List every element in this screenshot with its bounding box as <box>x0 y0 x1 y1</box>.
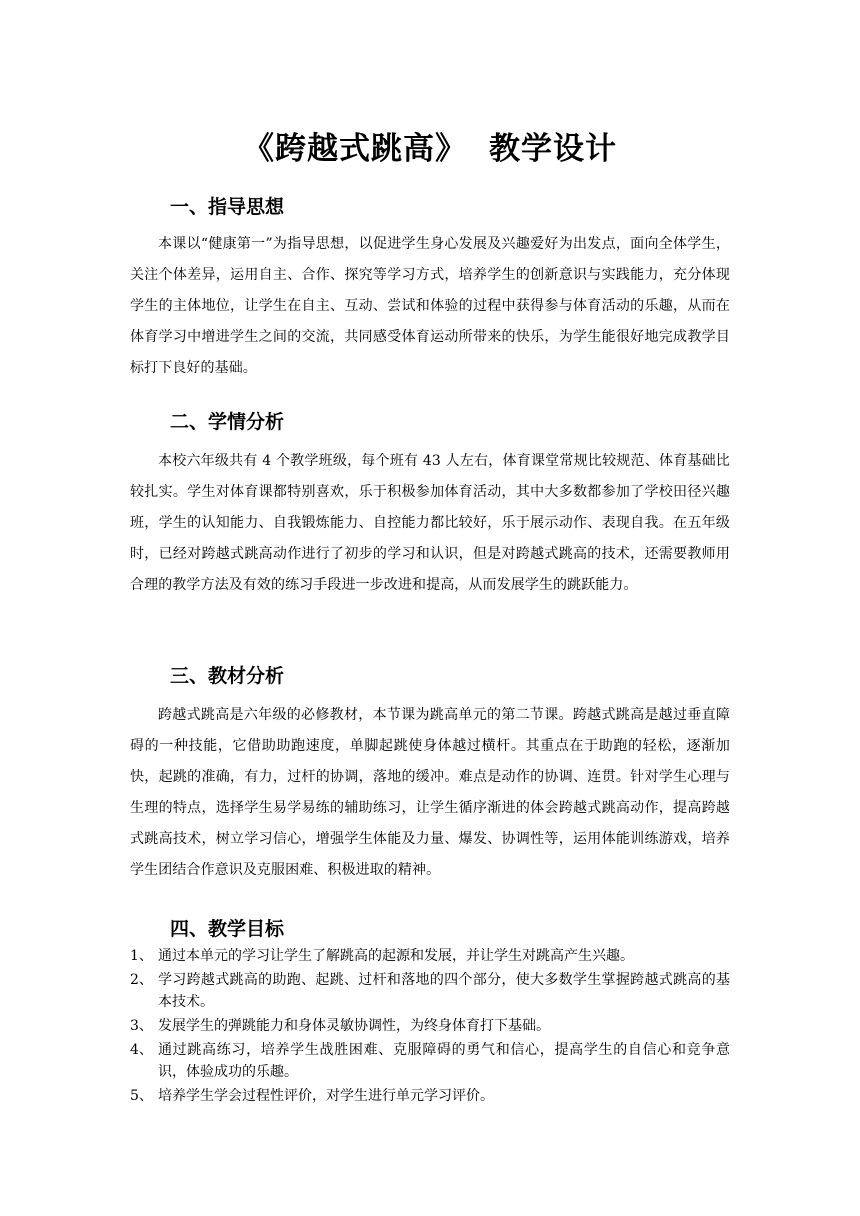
goal-number: 4、 <box>130 1042 153 1058</box>
section-student-analysis <box>130 408 730 601</box>
goal-item <box>130 1085 730 1107</box>
title-main: 《跨越式跳高》 <box>243 130 467 167</box>
goal-item <box>130 969 730 1013</box>
section-paragraph: 跨越式跳高是六年级的必修教材，本节课为跳高单元的第二节课。跨越式跳高是越过垂直障碍的一种技能，它借助助跑速度，单脚起跳使身体越过横杆。其重点在于助跑的轻松，逐渐加快，起跳的准确，有力，过杆的协调，落地的缓冲。难点是动作的协调、连贯。针对学生心理与生理的特点，选择学生易学易练的辅助练习，让学生循序渐进的体会跨越式跳高动作，提高跨越式跳高技术，树立学习信心，增强学生体能及力量、爆发、协调性等，运用体能训练游戏，培养学生团结合作意识及克服困难、积极进取的精神。 <box>130 707 730 878</box>
goal-text: 培养学生学会过程性评价，对学生进行单元学习评价。 <box>158 1088 494 1104</box>
document-title <box>0 127 860 171</box>
goal-list <box>130 945 730 1107</box>
section-heading: 二、学情分析 <box>170 411 285 433</box>
goal-number: 2、 <box>130 972 153 988</box>
section-heading: 三、教材分析 <box>170 665 285 687</box>
section-teaching-goals <box>130 915 730 1109</box>
goal-number: 3、 <box>130 1018 153 1034</box>
section-heading: 四、教学目标 <box>170 918 285 940</box>
goal-text: 通过本单元的学习让学生了解跳高的起源和发展，并让学生对跳高产生兴趣。 <box>158 948 634 964</box>
goal-item <box>130 945 730 967</box>
section-heading: 一、指导思想 <box>170 196 285 218</box>
section-paragraph: 本课以“健康第一”为指导思想，以促进学生身心发展及兴趣爱好为出发点，面向全体学生，关注个体差异，运用自主、合作、探究等学习方式，培养学生的创新意识与实践能力，充分体现学生的主体地位，让学生在自主、互动、尝试和体验的过程中获得参与体育活动的乐趣，从而在体育学习中增进学生之间的交流，共同感受体育运动所带来的快乐，为学生能很好地完成教学目标打下良好的基础。 <box>130 236 730 376</box>
goal-item <box>130 1015 730 1037</box>
section-material-analysis <box>130 662 730 886</box>
goal-number: 1、 <box>130 948 153 964</box>
goal-text: 学习跨越式跳高的助跑、起跳、过杆和落地的四个部分，使大多数学生掌握跨越式跳高的基本技术。 <box>158 972 730 1010</box>
goal-text: 发展学生的弹跳能力和身体灵敏协调性，为终身体育打下基础。 <box>158 1018 550 1034</box>
title-sub: 教学设计 <box>489 130 617 167</box>
goal-item <box>130 1039 730 1083</box>
goal-text: 通过跳高练习，培养学生战胜困难、克服障碍的勇气和信心，提高学生的自信心和竞争意识，体验成功的乐趣。 <box>158 1042 730 1080</box>
goal-number: 5、 <box>130 1088 153 1104</box>
section-guiding-ideology <box>130 193 730 384</box>
section-paragraph: 本校六年级共有 4 个教学班级，每个班有 43 人左右，体育课堂常规比较规范、体育基础比较扎实。学生对体育课都特别喜欢，乐于积极参加体育活动，其中大多数都参加了学校田径兴趣班，学生的认知能力、自我锻炼能力、自控能力都比较好，乐于展示动作、表现自我。在五年级时，已经对跨越式跳高动作进行了初步的学习和认识，但是对跨越式跳高的技术，还需要教师用合理的教学方法及有效的练习手段进一步改进和提高，从而发展学生的跳跃能力。 <box>130 453 730 593</box>
